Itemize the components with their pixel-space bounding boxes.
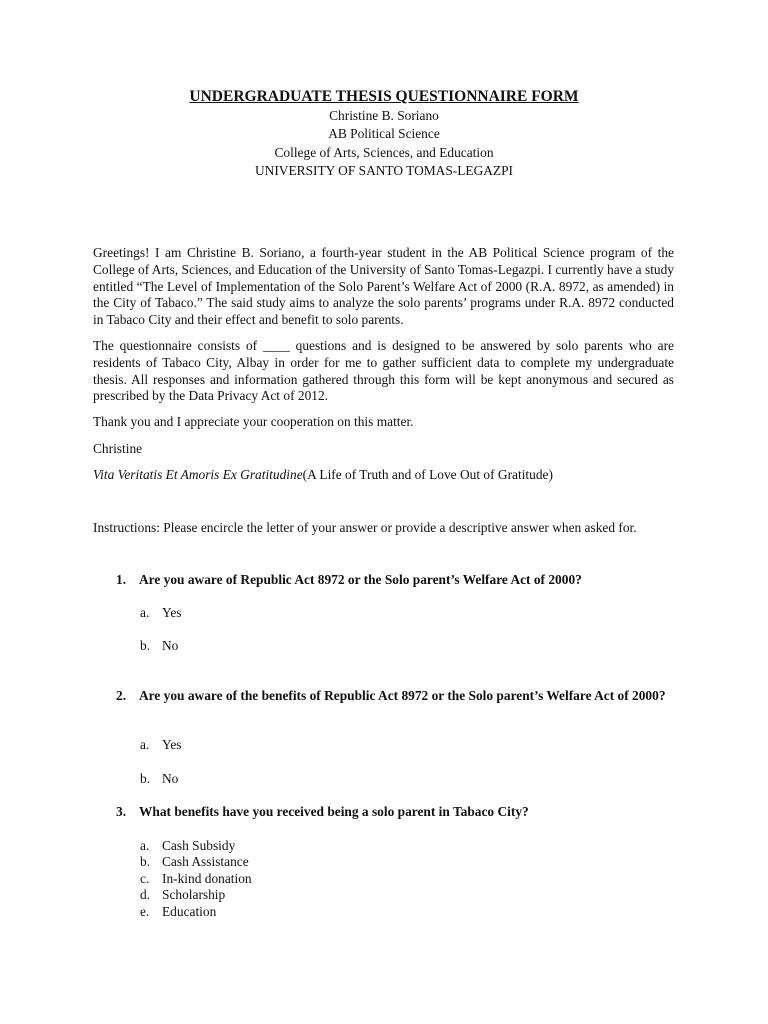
university-name: UNIVERSITY OF SANTO TOMAS-LEGAZPI <box>254 163 514 178</box>
signature-line: Christine <box>93 441 143 456</box>
option-letter: b. <box>140 771 151 786</box>
option-letter: a. <box>140 838 150 853</box>
questionnaire-paragraph: The questionnaire consists of ____ questions and is designed to be answered by solo parents who are residents of Tabaco City, Albay in order for me to gather sufficient data to complete my undergraduate thesis. All responses and information gathered through this form will be kept anonymous and secured as prescribed by the Data Privacy Act of 2012. <box>93 338 674 404</box>
program-name: AB Political Science <box>328 126 440 141</box>
question-3-option-a[interactable] <box>140 838 235 855</box>
question-2-option-b[interactable] <box>140 771 178 788</box>
question-text: Are you aware of the benefits of Republic Act 8972 or the Solo parent’s Welfare Act of 2000? <box>139 688 666 703</box>
option-label: Education <box>162 904 217 919</box>
option-label: No <box>162 638 179 653</box>
question-1-option-b[interactable] <box>140 638 178 655</box>
option-letter: b. <box>140 854 151 869</box>
instructions-line: Instructions: Please encircle the letter of your answer or provide a descriptive answer when asked for. <box>93 520 637 535</box>
motto-line <box>93 467 553 484</box>
question-number: 3. <box>116 804 127 819</box>
option-label: Yes <box>162 605 182 620</box>
document-title: UNDERGRADUATE THESIS QUESTIONNAIRE FORM <box>189 88 579 105</box>
option-label: No <box>162 771 179 786</box>
option-label: Cash Subsidy <box>162 838 236 853</box>
question-3-option-d[interactable] <box>140 887 225 904</box>
question-number: 1. <box>116 572 127 587</box>
question-3-option-b[interactable] <box>140 854 249 871</box>
option-letter: d. <box>140 887 151 902</box>
question-3-option-c[interactable] <box>140 871 252 888</box>
question-3 <box>116 804 674 821</box>
question-3-option-e[interactable] <box>140 904 216 921</box>
motto-translation: (A Life of Truth and of Love Out of Gratitude) <box>302 467 553 482</box>
author-name: Christine B. Soriano <box>329 107 439 123</box>
option-label: Yes <box>162 737 182 752</box>
question-number: 2. <box>116 688 127 703</box>
question-text: What benefits have you received being a solo parent in Tabaco City? <box>139 804 529 819</box>
thanks-line: Thank you and I appreciate your cooperation on this matter. <box>93 414 414 429</box>
option-label: Scholarship <box>162 887 226 902</box>
college-name: College of Arts, Sciences, and Education <box>274 144 494 160</box>
motto-latin: Vita Veritatis Et Amoris Ex Gratitudine <box>93 467 303 482</box>
option-letter: c. <box>140 871 150 886</box>
question-2-option-a[interactable] <box>140 737 181 754</box>
question-text: Are you aware of Republic Act 8972 or the Solo parent’s Welfare Act of 2000? <box>139 572 582 587</box>
option-letter: a. <box>140 605 150 620</box>
option-letter: e. <box>140 904 150 919</box>
option-letter: a. <box>140 737 150 752</box>
greeting-paragraph: Greetings! I am Christine B. Soriano, a fourth-year student in the AB Political Science program of the College of Arts, Sciences, and Education of the University of Santo Tomas-Legazpi. I currently have a study entitled “The Level of Implementation of the Solo Parent’s Welfare Act of 2000 (R.A. 8972, as amended) in the City of Tabaco.” The said study aims to analyze the solo parents’ programs under R.A. 8972 conducted in Tabaco City and their effect and benefit to solo parents. <box>93 245 674 328</box>
option-label: In-kind donation <box>162 871 252 886</box>
question-2 <box>116 688 674 705</box>
question-1 <box>116 572 674 589</box>
option-letter: b. <box>140 638 151 653</box>
question-1-option-a[interactable] <box>140 605 181 622</box>
document-header <box>0 88 768 181</box>
option-label: Cash Assistance <box>162 854 249 869</box>
